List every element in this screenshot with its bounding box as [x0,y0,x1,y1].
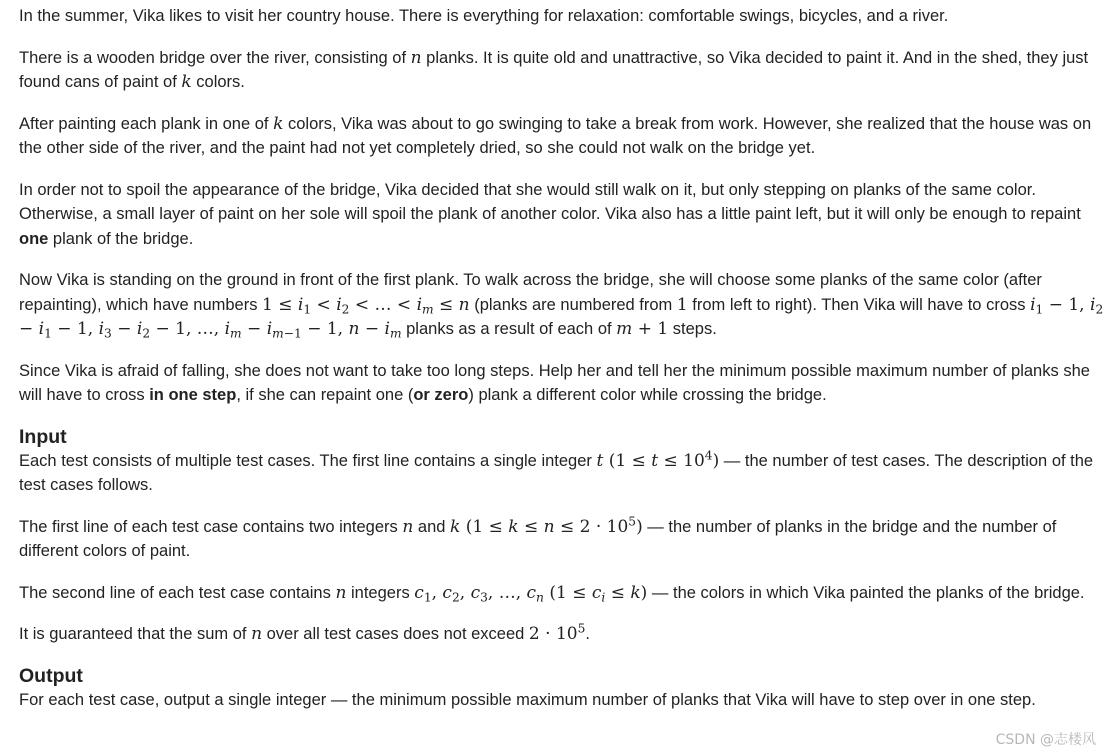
math-n: n [335,582,347,603]
input-second-line-paragraph: The second line of each test case contains n integers $c_1$, $c_2$, $c_3$, …, $c_n$ $(1 \le c_i \le k)$ — the colors in which Vika painted the planks of the bridge. [19,582,1085,605]
problem-statement [19,4,1107,729]
math-k: k [181,72,192,92]
task-paragraph: Since Vika is afraid of falling, she does not want to take too long steps. Help her and tell her the minimum possible maximum number of planks she will have to cross in one step, if she can repaint one (or zero) plank a different color while crossing the bridge. [19,361,1090,404]
math-sum-limit: $2 \cdot 10^5$ [528,621,586,644]
bridge-paragraph: There is a wooden bridge over the river, consisting of n planks. It is quite old and unattractive, so Vika decided to paint it. And in the shed, they just found cans of paint of k colors. [19,47,1089,92]
bold-or-zero: or zero [413,386,469,404]
math-nk-range: $(1 \le k \le n \le 2 \cdot 10^5)$ [460,513,643,537]
input-tests-paragraph: Each test consists of multiple test cases. The first line contains a single integer t $(1 \le t \le 10^4)$ — the number of test cases. The description of the test cases follows. [19,447,1094,494]
input-sum-paragraph: It is guaranteed that the sum of n over all test cases does not exceed $2 \cdot 10^5$. [19,621,590,644]
output-heading: Output [19,664,83,687]
math-t-range: t $(1 \le t \le 10^4)$ [596,447,720,471]
output-paragraph: For each test case, output a single integer — the minimum possible maximum number of planks that Vika will have to step over in one step. [19,690,1036,709]
intro-paragraph: In the summer, Vika likes to visit her country house. There is everything for relaxation: comfortable swings, bicycles, and a river. [19,7,949,25]
math-n: n [251,624,263,644]
watermark: CSDN @志楼风 [995,732,1096,748]
math-gaps: $i_1 - 1$, $i_2 - i_1 - 1$, $i_3 - i_2 - 1$, …, $i_m - i_{m-1} - 1$, $n - i_m$ [19,294,1104,341]
steps-paragraph: Now Vika is standing on the ground in front of the first plank. To walk across the bridge, she will choose some planks of the same color (after repainting), which have numbers $1 \le i_1 < i_2$ < … < $i_m \le n$ (planks are numbered from 1 from left to right). Then Vika will have to cross $i_1 - 1$, $i_2 - i_1 - 1$, $i_3 - i_2 - 1$, …, $i_m - i_{m-1} - 1$, $n - i_m$ planks as a result of each of m + 1 steps. [19,271,1104,341]
bold-in-one-step: in one step [149,386,237,404]
math-one: 1 [676,294,688,315]
input-heading: Input [19,425,67,448]
painting-paragraph: After painting each plank in one of k colors, Vika was about to go swinging to take a break from work. However, she realized that the house was on the other side of the river, and the paint had not yet completely dried, so she could not walk on the bridge yet. [19,113,1092,157]
bold-one: one [19,229,49,248]
math-index-chain: $1 \le i_1 < i_2$ < … < $i_m \le n$ [262,294,470,317]
math-n: n [402,516,414,537]
math-n: n [410,47,422,68]
math-colors: $c_1$, $c_2$, $c_3$, …, $c_n$ $(1 \le c_i \le k)$ [414,582,648,605]
repaint-paragraph: In order not to spoil the appearance of the bridge, Vika decided that she would still walk on it, but only stepping on planks of the same color. Otherwise, a small layer of paint on her sole will spoil the plank of another color. Vika also has a little paint left, but it will only be enough to repaint one plank of the bridge. [19,180,1081,248]
input-first-line-paragraph: The first line of each test case contains two integers n and k $(1 \le k \le n \le 2 \cdot 10^5)$ — the number of planks in the bridge and the number of different colors of paint. [19,513,1057,560]
math-k: k [450,516,461,537]
math-m-plus-1: m + 1 [616,319,669,339]
math-k: k [273,113,284,134]
